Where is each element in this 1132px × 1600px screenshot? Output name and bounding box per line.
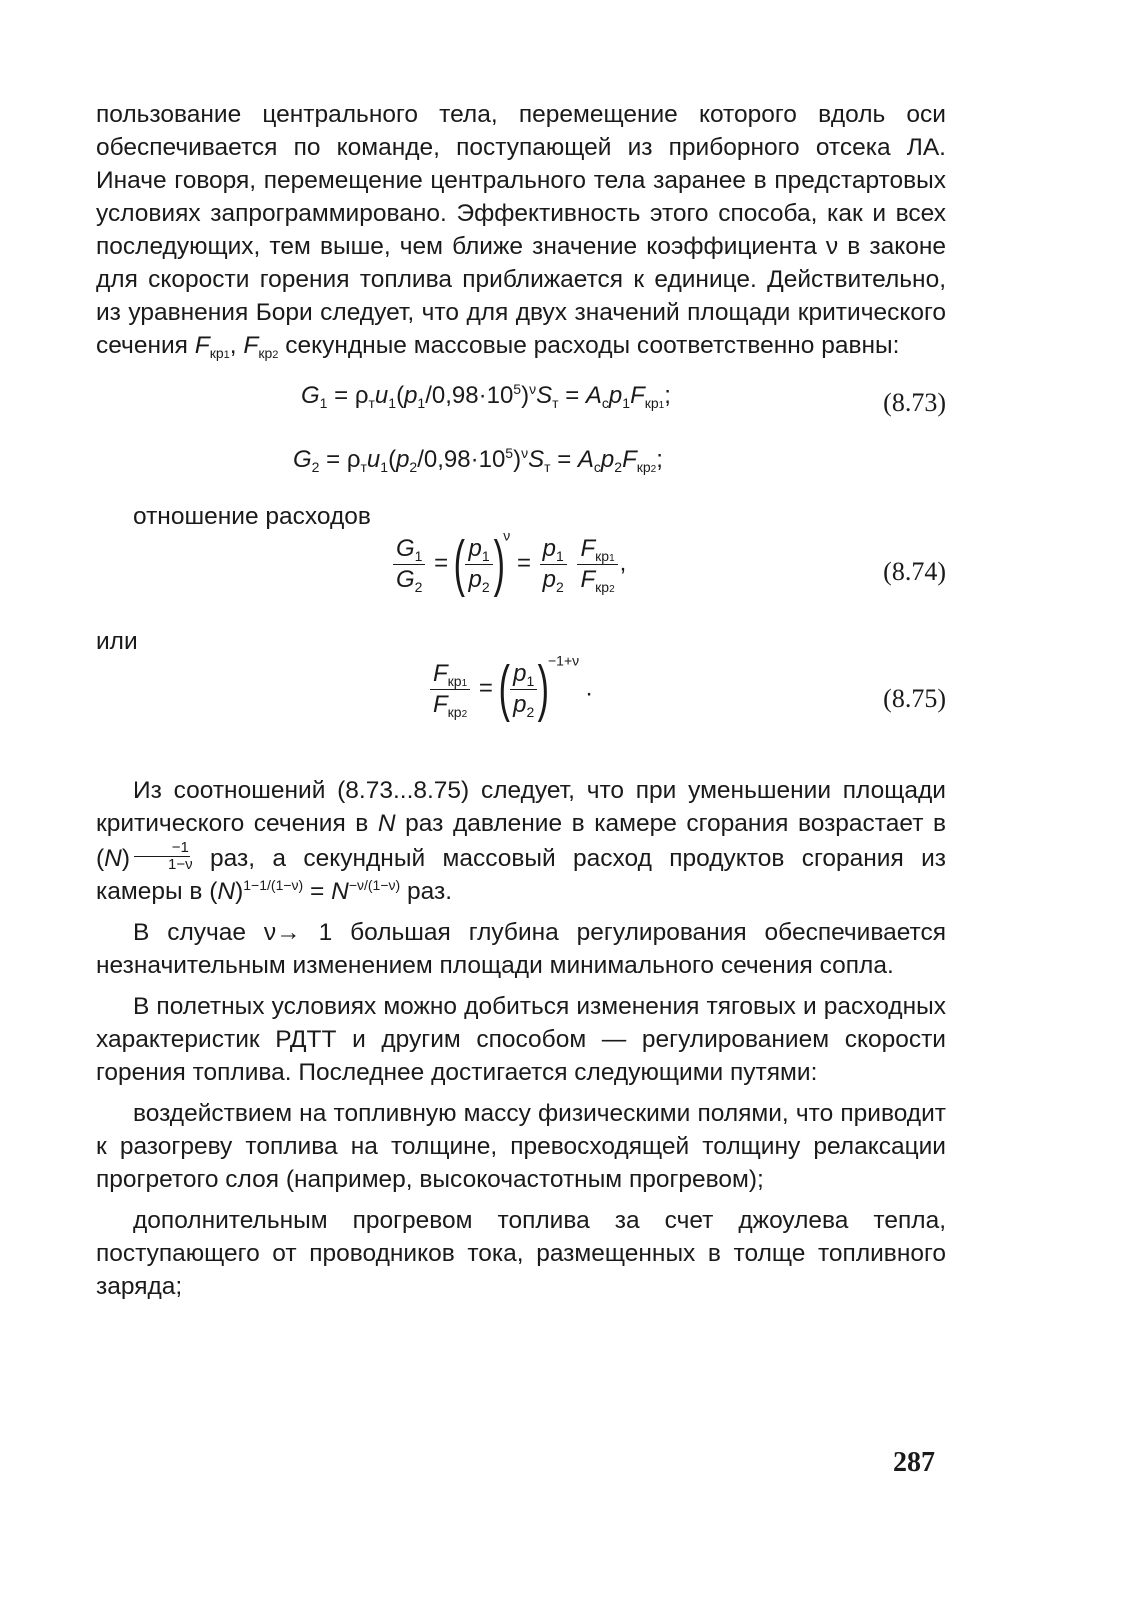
equation-number: (8.75)	[883, 684, 946, 713]
paragraph-4: В полетных условиях можно добиться изменения тяговых и расходных характеристик РДТТ и другим способом — регулированием скорости горения топлива. Последнее достигается следующими путями:	[96, 993, 946, 1086]
paragraph-1: пользование центрального тела, перемещение которого вдоль оси обеспечивается по команде, поступающей из приборного отсека ЛА. Иначе говоря, перемещение центрального тела заранее в предстартовых условиях запрограммировано. Эффективность этого способа, как и всех последующих, тем выше, чем ближе значение коэффициента ν в законе для скорости горения топлива приближается к единице. Действительно, из уравнения Бори следует, что для двух значений площади критического сечения $F_{кр1}$, $F_{кр2}$ секундные массовые расходы соответственно равны:	[96, 101, 946, 361]
formula-g2: $G_2 = \rho_тu_1(p_2/0,98\cdot 10^5)^\nu S_т = A_сp_2F_{кр2}$;	[293, 445, 663, 475]
formula-area-ratio: $\frac{F_{кр1}}{F_{кр2}}$ = ( $\frac{p_1}{p_2}$ )$^{-1+\nu}$ .	[428, 658, 592, 720]
equation-8-73-second	[96, 432, 946, 492]
paragraph-6: дополнительным прогревом топлива за счет джоулева тепла, поступающего от проводников тока, размещенных в толще топливного заряда;	[96, 1207, 946, 1300]
equation-8-74	[96, 527, 946, 629]
page-number: 287	[893, 1447, 935, 1478]
equation-number: (8.74)	[883, 557, 946, 586]
page-body	[96, 98, 946, 1303]
or-label: или	[96, 628, 138, 655]
equation-number: (8.73)	[883, 388, 946, 417]
formula-g1: $G_1 = \rho_тu_1(p_1/0,98\cdot 10^5)^\nu S_т = A_сp_1F_{кр1}$;	[301, 381, 671, 411]
formula-ratio: $\frac{G_1}{G_2}$ = ( $\frac{p_1}{p_2}$ )$^\nu$ = $\frac{p_1}{p_2}$ $\frac{F_{кр1}}{F_{кр2}}$ ,	[391, 533, 626, 595]
paragraph-2: Из соотношений (8.73...8.75) следует, что при уменьшении площади критического сечения в N раз давление в камере сгорания возрастает в (N) $\frac{-1}{1-\nu}$ раз, а секундный массовый расход продуктов сгорания из камеры в $(N)^{1-1/(1-\nu)} = N^{-\nu/(1-\nu)}$ раз.	[96, 777, 946, 905]
paragraph-3: В случае ν→ 1 большая глубина регулирования обеспечивается незначительным изменением площади минимального сечения сопла.	[96, 919, 946, 979]
ratio-label: отношение расходов	[133, 503, 371, 530]
equation-8-75	[96, 652, 946, 754]
paragraph-5: воздействием на топливную массу физическими полями, что приводит к разогреву топлива на толщине, превосходящей толщину релаксации прогретого слоя (например, высокочастотным прогревом);	[96, 1100, 946, 1193]
equation-8-73	[96, 370, 946, 432]
